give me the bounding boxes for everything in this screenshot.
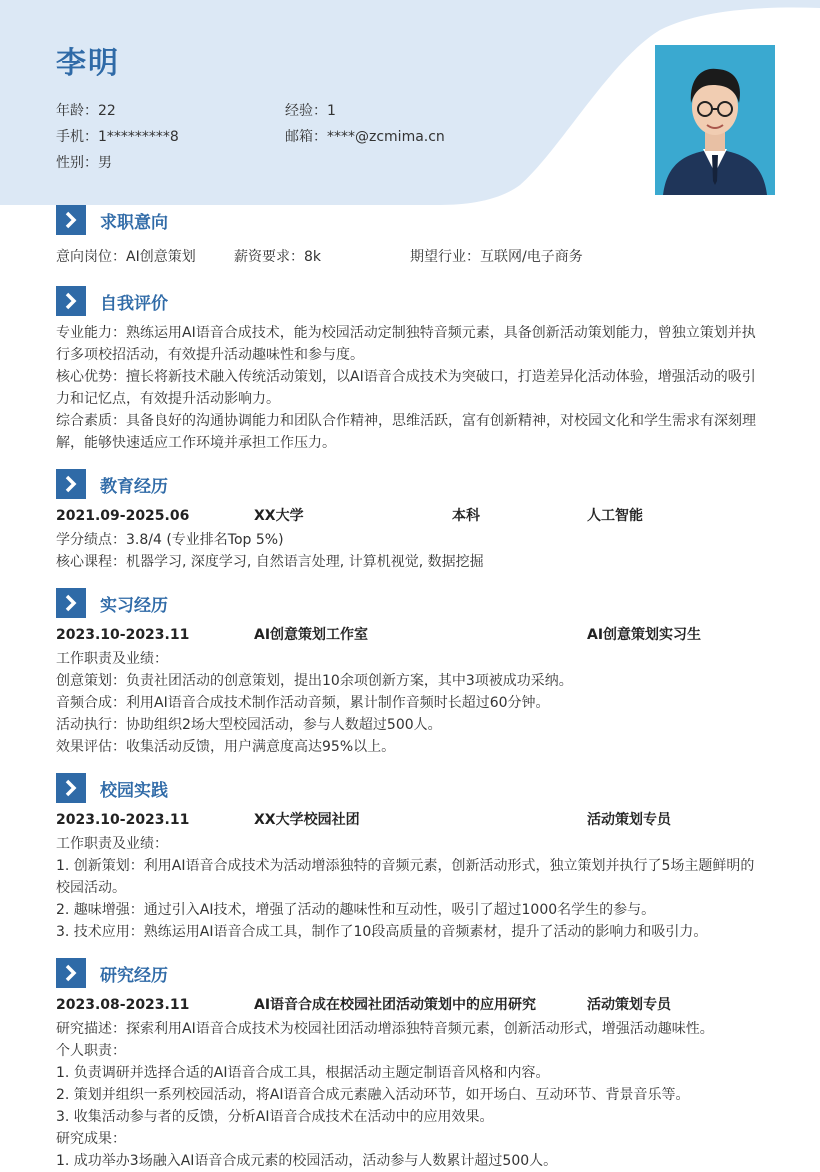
self-line: 专业能力：熟练运用AI语音合成技术，能为校园活动定制独特音频元素，具备创新活动策划能力，曾独立策划并执	[56, 325, 756, 341]
research-date: 2023.08-2023.11	[56, 997, 190, 1013]
section-education	[56, 469, 766, 573]
section-title: 教育经历	[100, 477, 168, 497]
section-title: 自我评价	[100, 294, 168, 314]
research-line: 3. 收集活动参与者的反馈，分析AI语音合成技术在活动中的应用效果。	[56, 1109, 494, 1125]
self-line: 解，能够快速适应工作环境并承担工作压力。	[56, 435, 336, 451]
phone-info: 手机：1*********8	[56, 129, 179, 145]
chevron-right-icon	[56, 588, 86, 618]
campus-line: 2. 趣味增强：通过引入AI技术，增强了活动的趣味性和互动性，吸引了超过1000名学生的参与。	[56, 902, 656, 918]
research-org: AI语音合成在校园社团活动策划中的应用研究	[254, 997, 537, 1013]
campus-org: XX大学校园社团	[254, 812, 360, 828]
intent-salary: 薪资要求：8k	[234, 249, 322, 265]
campus-line: 1. 创新策划：利用AI语音合成技术为活动增添独特的音频元素，创新活动形式，独立策划并执行了5场主题鲜明的	[56, 858, 755, 874]
intern-line: 活动执行：协助组织2场大型校园活动，参与人数超过500人。	[56, 717, 442, 733]
gender-info: 性别：男	[56, 155, 112, 171]
intern-line: 音频合成：利用AI语音合成技术制作活动音频，累计制作音频时长超过60分钟。	[56, 695, 550, 711]
research-line: 研究描述：探索利用AI语音合成技术为校园社团活动增添独特音频元素，创新活动形式，增强活动趣味性。	[56, 1021, 714, 1037]
edu-line: 核心课程：机器学习, 深度学习, 自然语言处理, 计算机视觉, 数据挖掘	[56, 554, 484, 570]
section-title: 实习经历	[100, 596, 168, 616]
research-role: 活动策划专员	[587, 997, 671, 1013]
chevron-right-icon	[56, 958, 86, 988]
campus-line: 工作职责及业绩：	[56, 836, 168, 852]
section-research	[56, 958, 766, 1172]
self-line: 综合素质：具备良好的沟通协调能力和团队合作精神，思维活跃，富有创新精神，对校园文化和学生需求有深刻理	[56, 413, 756, 429]
section-title: 校园实践	[100, 781, 168, 801]
edu-degree: 本科	[452, 508, 480, 524]
self-line: 核心优势：擅长将新技术融入传统活动策划，以AI语音合成技术为突破口，打造差异化活动体验，增强活动的吸引	[56, 369, 756, 385]
campus-date: 2023.10-2023.11	[56, 812, 190, 828]
email-info: 邮箱：****@zcmima.cn	[285, 129, 445, 145]
section-title: 研究经历	[100, 966, 168, 986]
campus-line: 3. 技术应用：熟练运用AI语音合成工具，制作了10段高质量的音频素材，提升了活动的影响力和吸引力。	[56, 924, 708, 940]
intern-line: 工作职责及业绩：	[56, 651, 168, 667]
intent-industry: 期望行业：互联网/电子商务	[410, 249, 583, 265]
candidate-name: 李明	[56, 46, 120, 81]
chevron-right-icon	[56, 286, 86, 316]
intern-role: AI创意策划实习生	[587, 627, 702, 643]
section-campus-practice	[56, 773, 766, 943]
chevron-right-icon	[56, 205, 86, 235]
intern-org: AI创意策划工作室	[254, 627, 369, 643]
experience-info: 经验：1	[285, 103, 336, 119]
edu-school: XX大学	[254, 508, 304, 524]
chevron-right-icon	[56, 773, 86, 803]
research-line: 研究成果：	[56, 1131, 126, 1147]
research-line: 个人职责：	[56, 1043, 126, 1059]
campus-role: 活动策划专员	[587, 812, 671, 828]
intern-line: 创意策划：负责社团活动的创意策划，提出10余项创新方案，其中3项被成功采纳。	[56, 673, 573, 689]
research-line: 2. 策划并组织一系列校园活动，将AI语音合成元素融入活动环节，如开场白、互动环节、背景音乐等。	[56, 1087, 690, 1103]
intern-line: 效果评估：收集活动反馈，用户满意度高达95%以上。	[56, 739, 396, 755]
intent-position: 意向岗位：AI创意策划	[56, 249, 196, 265]
section-internship	[56, 588, 766, 758]
chevron-right-icon	[56, 469, 86, 499]
research-line: 1. 负责调研并选择合适的AI语音合成工具，根据活动主题定制语音风格和内容。	[56, 1065, 550, 1081]
edu-major: 人工智能	[587, 508, 643, 524]
section-self-evaluation	[56, 286, 766, 454]
profile-photo	[655, 45, 775, 195]
self-line: 力和记忆点，有效提升活动影响力。	[56, 391, 280, 407]
section-title: 求职意向	[100, 213, 168, 233]
edu-line: 学分绩点：3.8/4 (专业排名Top 5%)	[56, 532, 284, 548]
section-job-intent	[56, 205, 766, 268]
age-info: 年龄：22	[56, 103, 116, 119]
edu-date: 2021.09-2025.06	[56, 508, 190, 524]
self-line: 行多项校招活动，有效提升活动趣味性和参与度。	[56, 347, 364, 363]
research-line: 1. 成功举办3场融入AI语音合成元素的校园活动，活动参与人数累计超过500人。	[56, 1153, 558, 1169]
campus-line: 校园活动。	[56, 880, 126, 896]
intern-date: 2023.10-2023.11	[56, 627, 190, 643]
